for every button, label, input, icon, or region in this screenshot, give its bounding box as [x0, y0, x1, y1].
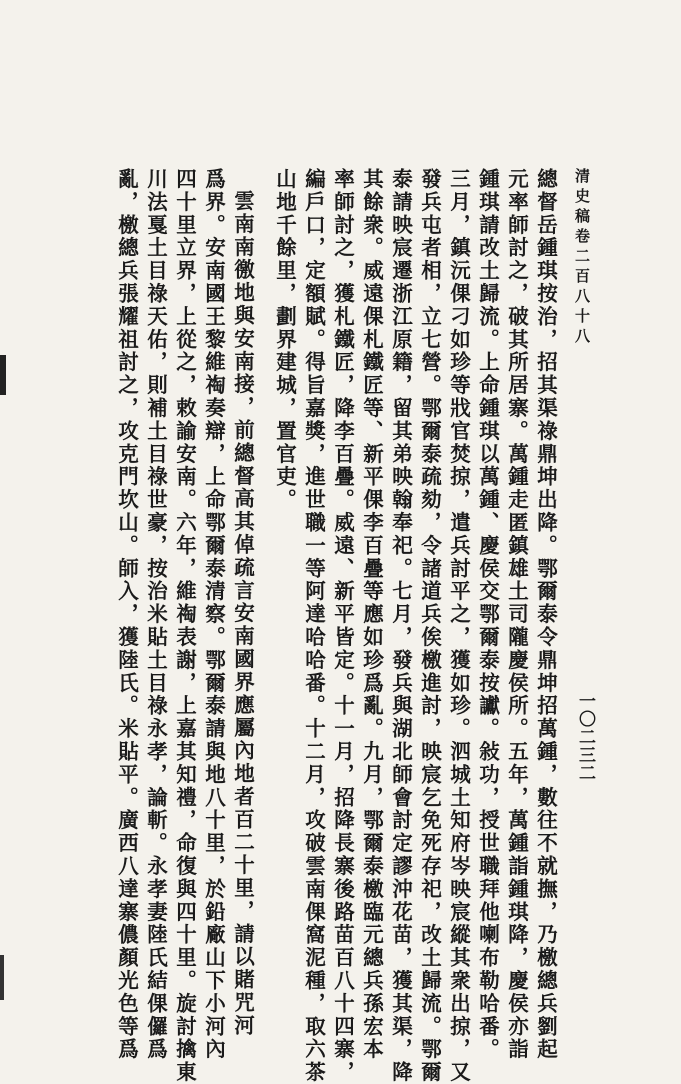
text-column: 爲界。安南國王黎維祹奏辯，上命鄂爾泰清察。鄂爾泰請與地八十里，於鉛廠山下小河內 — [201, 168, 226, 1062]
text-column: 發兵屯者相，立七營。鄂爾泰疏劾，令諸道兵俟檄進討，映宸乞免死存祀，改土歸流。鄂爾 — [417, 168, 442, 1084]
text-column: 編戶口，定額賦。得旨嘉獎，進世職一等阿達哈哈番。十二月，攻破雲南倮窩泥種，取六茶 — [301, 168, 326, 1084]
text-column: 元率師討之，破其所居寨。萬鍾走匿鎮雄土司隴慶侯所。五年，萬鍾詣鍾琪降，慶侯亦詣 — [504, 168, 529, 1062]
text-column: 川法戛土目祿天佑，則補土目祿世豪，按治米貼土目祿永孝，論斬。永孝妻陸氏結倮儸爲 — [143, 168, 168, 1062]
text-column: 總督岳鍾琪按治，招其渠祿鼎坤出降。鄂爾泰令鼎坤招萬鍾，數往不就撫，乃檄總兵劉起 — [533, 168, 558, 1062]
text-column: 鍾琪請改土歸流。上命鍾琪以萬鍾、慶侯交鄂爾泰按讞。敍功，授世職拜他喇布勒哈番。 — [475, 168, 500, 1062]
text-column: 雲南南徼地與安南接，前總督高其倬疏言安南國界應屬內地者百二十里，請以賭咒河 — [230, 190, 255, 1038]
binding-edge-mark — [0, 355, 6, 395]
running-header: 清史稿卷二百八十八 — [573, 168, 591, 348]
text-column: 三月，鎮沅倮刁如珍等戕官焚掠，遣兵討平之，獲如珍。泗城土知府岑映宸縱其衆出掠，又 — [446, 168, 471, 1084]
text-column: 泰請映宸遷浙江原籍，留其弟映翰奉祀。七月，發兵與湖北師會討定謬沖花苗，獲其渠，降 — [388, 168, 413, 1084]
text-column: 其餘衆。威遠倮札鐵匠等、新平倮李百疊等應如珍爲亂。九月，鄂爾泰檄臨元總兵孫宏本 — [359, 168, 384, 1062]
binding-edge-mark-lower — [0, 955, 4, 1000]
text-column: 山地千餘里，劃界建城，置官吏。 — [272, 168, 297, 512]
text-column: 亂，檄總兵張耀祖討之，攻克門坎山。師入，獲陸氏。米貼平。廣西八達寨儂顏光色等爲 — [114, 168, 139, 1062]
page-number: 一〇二三二 — [575, 692, 595, 782]
text-column: 四十里立界，上從之，敕諭安南。六年，維祹表謝，上嘉其知禮，命復與四十里。旋討擒東 — [172, 168, 197, 1084]
text-column: 率師討之，獲札鐵匠，降李百疊。威遠、新平皆定。十一月，招降長寨後路苗百八十四寨， — [330, 168, 355, 1084]
